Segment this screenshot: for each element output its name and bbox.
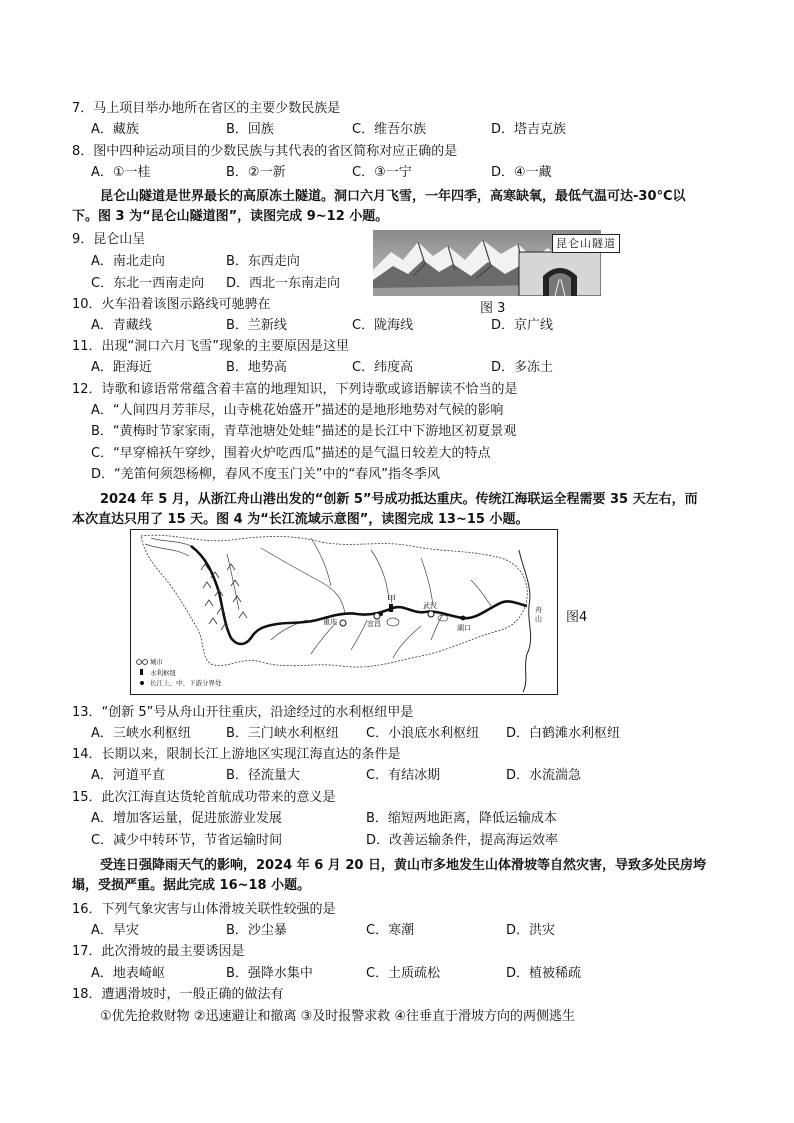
map-legend <box>137 657 222 687</box>
q11-option-d: D．多冻土 <box>491 360 554 375</box>
q11-option-a: A．距海近 <box>91 360 152 375</box>
intro-yangtze-line1: 2024 年 5 月，从浙江舟山港出发的“创新 5”号成功抵达重庆。传统江海联运全程需要 35 天左右，而 <box>100 492 698 507</box>
q13-option-b: B．三门峡水利枢纽 <box>226 726 339 741</box>
q9-option-d: D．西北一东南走向 <box>226 276 341 291</box>
q13-option-d: D．白鹤滩水利枢纽 <box>506 726 621 741</box>
q12-option-a: A．“人间四月芳菲尽，山寺桃花始盛开”描述的是地形地势对气候的影响 <box>91 403 504 418</box>
yangtze-map-svg <box>131 530 557 694</box>
q13-option-a: A．三峡水利枢纽 <box>91 726 191 741</box>
q16-option-a: A．旱灾 <box>91 923 139 938</box>
q13-option-c: C．小浪底水利枢纽 <box>366 726 480 741</box>
legend-city: 城市 <box>150 658 163 666</box>
q9-option-b: B．东西走向 <box>226 254 300 269</box>
tributaries <box>145 538 491 658</box>
q10-option-b: B．兰新线 <box>226 318 287 333</box>
q17-option-c: C．土质疏松 <box>366 966 441 981</box>
q17-option-b: B．强降水集中 <box>226 966 313 981</box>
figure4-caption: 图4 <box>566 610 588 625</box>
intro-huangshan-line1: 受连日强降雨天气的影响，2024 年 6 月 20 日，黄山市多地发生山体滑坡等自然灾害，导致多处民房垮 <box>100 858 706 873</box>
legend-dam: 水利枢纽 <box>150 669 176 677</box>
q7-option-c: C．维吾尔族 <box>352 122 427 137</box>
q11-option-b: B．地势高 <box>226 360 287 375</box>
label-yichang: 宜昌 <box>367 620 381 628</box>
q17-option-d: D．植被稀疏 <box>506 966 582 981</box>
q10-option-d: D．京广线 <box>491 318 554 333</box>
q11-stem: 11．出现“洞口六月飞雪”现象的主要原因是这里 <box>72 339 350 354</box>
yangtze-basin-map <box>130 529 558 695</box>
label-chongqing: 重庆 <box>323 618 337 626</box>
q8-stem: 8．图中四种运动项目的少数民族与其代表的省区简称对应正确的是 <box>72 144 458 159</box>
q14-option-b: B．径流量大 <box>226 768 300 783</box>
boundary-point-hukou <box>461 616 466 621</box>
q14-option-d: D．水流湍急 <box>506 768 582 783</box>
label-zhoushan-2: 山 <box>535 615 542 623</box>
intro-yangtze-line2: 本次直达只用了 15 天。图 4 为“长江流域示意图”，读图完成 13~15 小题。 <box>72 512 529 527</box>
q7-stem: 7．马上项目举办地所在省区的主要少数民族是 <box>72 101 341 116</box>
q12-option-d: D．“羌笛何须怨杨柳，春风不度玉门关”中的“春风”指冬季风 <box>91 467 440 482</box>
q8-option-b: B．②一新 <box>226 165 286 180</box>
figure3-caption: 图 3 <box>480 301 506 316</box>
q10-option-a: A．青藏线 <box>91 318 152 333</box>
q15-option-d: D．改善运输条件，提高海运效率 <box>366 833 559 848</box>
q17-option-a: A．地表崎岖 <box>91 966 165 981</box>
q16-option-d: D．洪灾 <box>506 923 556 938</box>
q8-option-d: D．④一藏 <box>491 165 552 180</box>
q15-stem: 15．此次江海直达货轮首航成功带来的意义是 <box>72 790 336 805</box>
q13-stem: 13．“创新 5”号从舟山开往重庆，沿途经过的水利枢纽甲是 <box>72 705 414 720</box>
q11-option-c: C．纬度高 <box>352 360 414 375</box>
q9-stem: 9．昆仑山呈 <box>72 232 146 247</box>
q16-option-c: C．寒潮 <box>366 923 415 938</box>
q9-option-c: C．东北一西南走向 <box>91 276 205 291</box>
q15-option-a: A．增加客运量，促进旅游业发展 <box>91 811 282 826</box>
q7-option-d: D．塔吉克族 <box>491 122 567 137</box>
q7-option-b: B．回族 <box>226 122 274 137</box>
q15-option-b: B．缩短两地距离，降低运输成本 <box>366 811 557 826</box>
intro-huangshan-line2: 塌，受损严重。据此完成 16~18 小题。 <box>72 878 311 893</box>
q12-option-b: B．“黄梅时节家家雨，青草池塘处处蛙”描述的是长江中下游地区初夏景观 <box>91 424 517 439</box>
q9-option-a: A．南北走向 <box>91 254 165 269</box>
q14-stem: 14．长期以来，限制长江上游地区实现江海直达的条件是 <box>72 747 401 762</box>
q10-stem: 10．火车沿着该图示路线可驰骋在 <box>72 297 271 312</box>
q16-stem: 16．下列气象灾害与山体滑坡关联性较强的是 <box>72 902 336 917</box>
intro-huangshan <box>72 856 732 896</box>
q12-option-c: C．“早穿棉袄午穿纱，围着火炉吃西瓜”描述的是气温日较差大的特点 <box>91 446 491 461</box>
q14-option-a: A．河道平直 <box>91 768 165 783</box>
yangtze-main-river <box>191 546 527 644</box>
q10-option-c: C．陇海线 <box>352 318 414 333</box>
boundary-point-yichang <box>379 612 383 616</box>
intro-kunlun-line2: 下。图 3 为“昆仑山隧道图”，读图完成 9~12 小题。 <box>72 209 389 224</box>
q14-option-c: C．有结冰期 <box>366 768 441 783</box>
label-hukou: 湖口 <box>457 624 471 632</box>
intro-kunlun-line1: 昆仑山隧道是世界最长的高原冻土隧道。洞口六月飞雪，一年四季，高寒缺氧，最低气温可达-30°C以 <box>100 189 686 204</box>
q12-stem: 12．诗歌和谚语常常蕴含着丰富的地理知识，下列诗歌或谚语解读不恰当的是 <box>72 382 518 397</box>
q16-option-b: B．沙尘暴 <box>226 923 287 938</box>
q8-option-c: C．③一宁 <box>352 165 412 180</box>
q7-option-a: A．藏族 <box>91 122 139 137</box>
label-zhoushan-1: 舟 <box>535 606 542 614</box>
q8-option-a: A．①一桂 <box>91 165 151 180</box>
label-zhoushan <box>535 605 542 623</box>
legend-boundary: 长江上、中、下游分界处 <box>150 679 222 687</box>
q15-option-c: C．减少中转环节，节省运输时间 <box>91 833 283 848</box>
q18-stem: 18．遭遇滑坡时，一般正确的做法有 <box>72 987 284 1002</box>
dam-jia-marker <box>389 604 393 612</box>
intro-yangtze <box>72 490 732 530</box>
tunnel-label: 昆仑山隧道 <box>552 234 620 253</box>
q18-statements: ①优先抢救财物 ②迅速避让和撤离 ③及时报警求救 ④往垂直于滑坡方向的两侧逃生 <box>100 1009 576 1024</box>
label-jia: 甲 <box>387 595 397 605</box>
q17-stem: 17．此次滑坡的最主要诱因是 <box>72 944 245 959</box>
intro-kunlun <box>72 187 732 227</box>
label-wuhan: 武汉 <box>423 602 437 610</box>
